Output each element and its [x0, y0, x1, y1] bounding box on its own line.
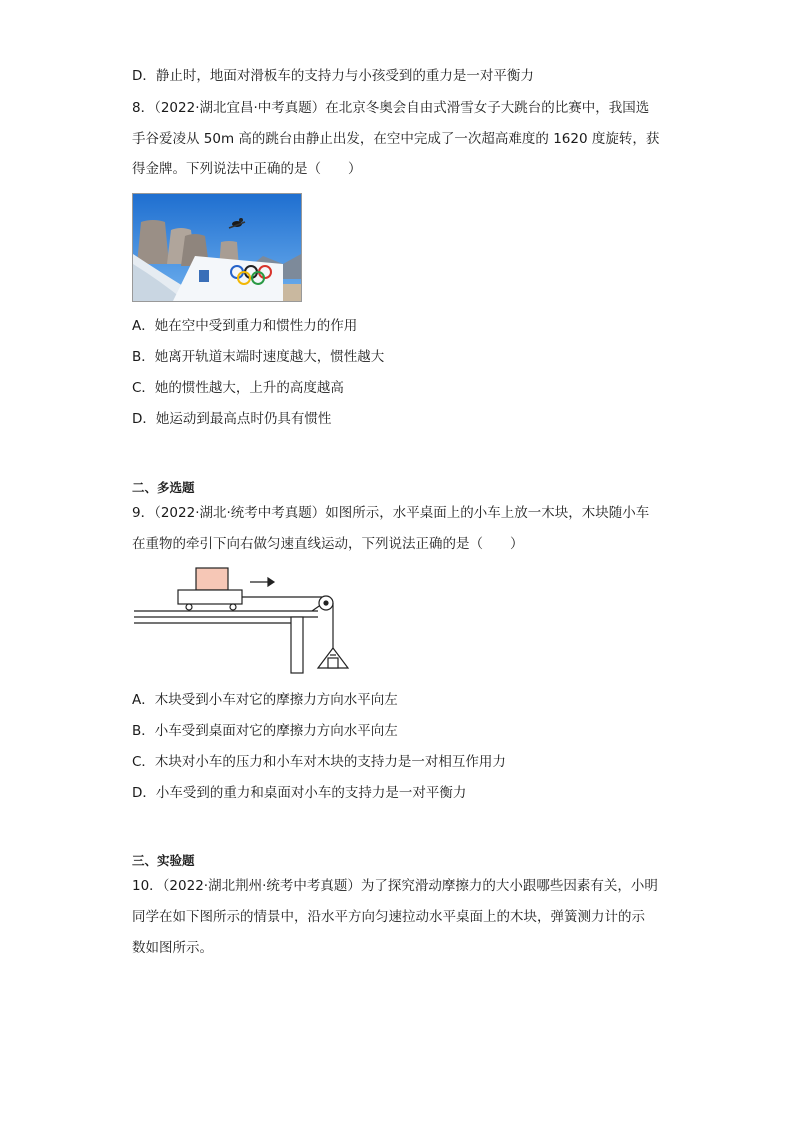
q10-stem-line2: 同学在如下图所示的情景中，沿水平方向匀速拉动水平桌面上的木块，弹簧测力计的示: [132, 909, 645, 925]
q8-stem-line2: 手谷爱凌从 50m 高的跳台由静止出发，在空中完成了一次超高难度的 1620 度旋转，获: [132, 131, 660, 147]
q8-option-b: B．她离开轨道末端时速度越大，惯性越大: [132, 349, 385, 365]
cart-wheel-left: [186, 604, 192, 610]
q9-option-a: A．木块受到小车对它的摩擦力方向水平向左: [132, 692, 398, 708]
table-leg: [291, 617, 303, 673]
section-heading-experiment: 三、实验题: [132, 853, 195, 868]
q10-stem-line1: 10．（2022·湖北荆州·统考中考真题）为了探究滑动摩擦力的大小跟哪些因素有关，小明: [132, 878, 658, 894]
q7-option-d: D．静止时，地面对滑板车的支持力与小孩受到的重力是一对平衡力: [132, 68, 534, 84]
q9-stem-line2: 在重物的牵引下向右做匀速直线运动，下列说法正确的是（ ）: [132, 536, 524, 552]
cart-pulley-illustration: [132, 562, 362, 678]
cart: [178, 590, 242, 604]
q8-option-c: C．她的惯性越大，上升的高度越高: [132, 380, 344, 396]
q8-stem-line3: 得金牌。下列说法中正确的是（ ）: [132, 161, 362, 177]
wooden-block: [196, 568, 228, 590]
q8-stem-line1: 8．（2022·湖北宜昌·中考真题）在北京冬奥会自由式滑雪女子大跳台的比赛中，我国选: [132, 100, 650, 116]
motion-arrow: [250, 578, 274, 586]
section-heading-multiple-choice: 二、多选题: [132, 480, 195, 495]
q9-option-c: C．木块对小车的压力和小车对木块的支持力是一对相互作用力: [132, 754, 506, 770]
q9-stem-line1: 9．（2022·湖北·统考中考真题）如图所示，水平桌面上的小车上放一木块，木块随小车: [132, 505, 650, 521]
cart-wheel-right: [230, 604, 236, 610]
q9-option-d: D．小车受到的重力和桌面对小车的支持力是一对平衡力: [132, 785, 467, 801]
q10-stem-line3: 数如图所示。: [132, 940, 213, 956]
q8-option-d: D．她运动到最高点时仍具有惯性: [132, 411, 332, 427]
q8-option-a: A．她在空中受到重力和惯性力的作用: [132, 318, 358, 334]
cart-pulley-diagram: [132, 562, 362, 678]
ski-jump-photo: [132, 193, 302, 302]
ski-jump-illustration: [133, 194, 301, 301]
q9-option-b: B．小车受到桌面对它的摩擦力方向水平向左: [132, 723, 398, 739]
